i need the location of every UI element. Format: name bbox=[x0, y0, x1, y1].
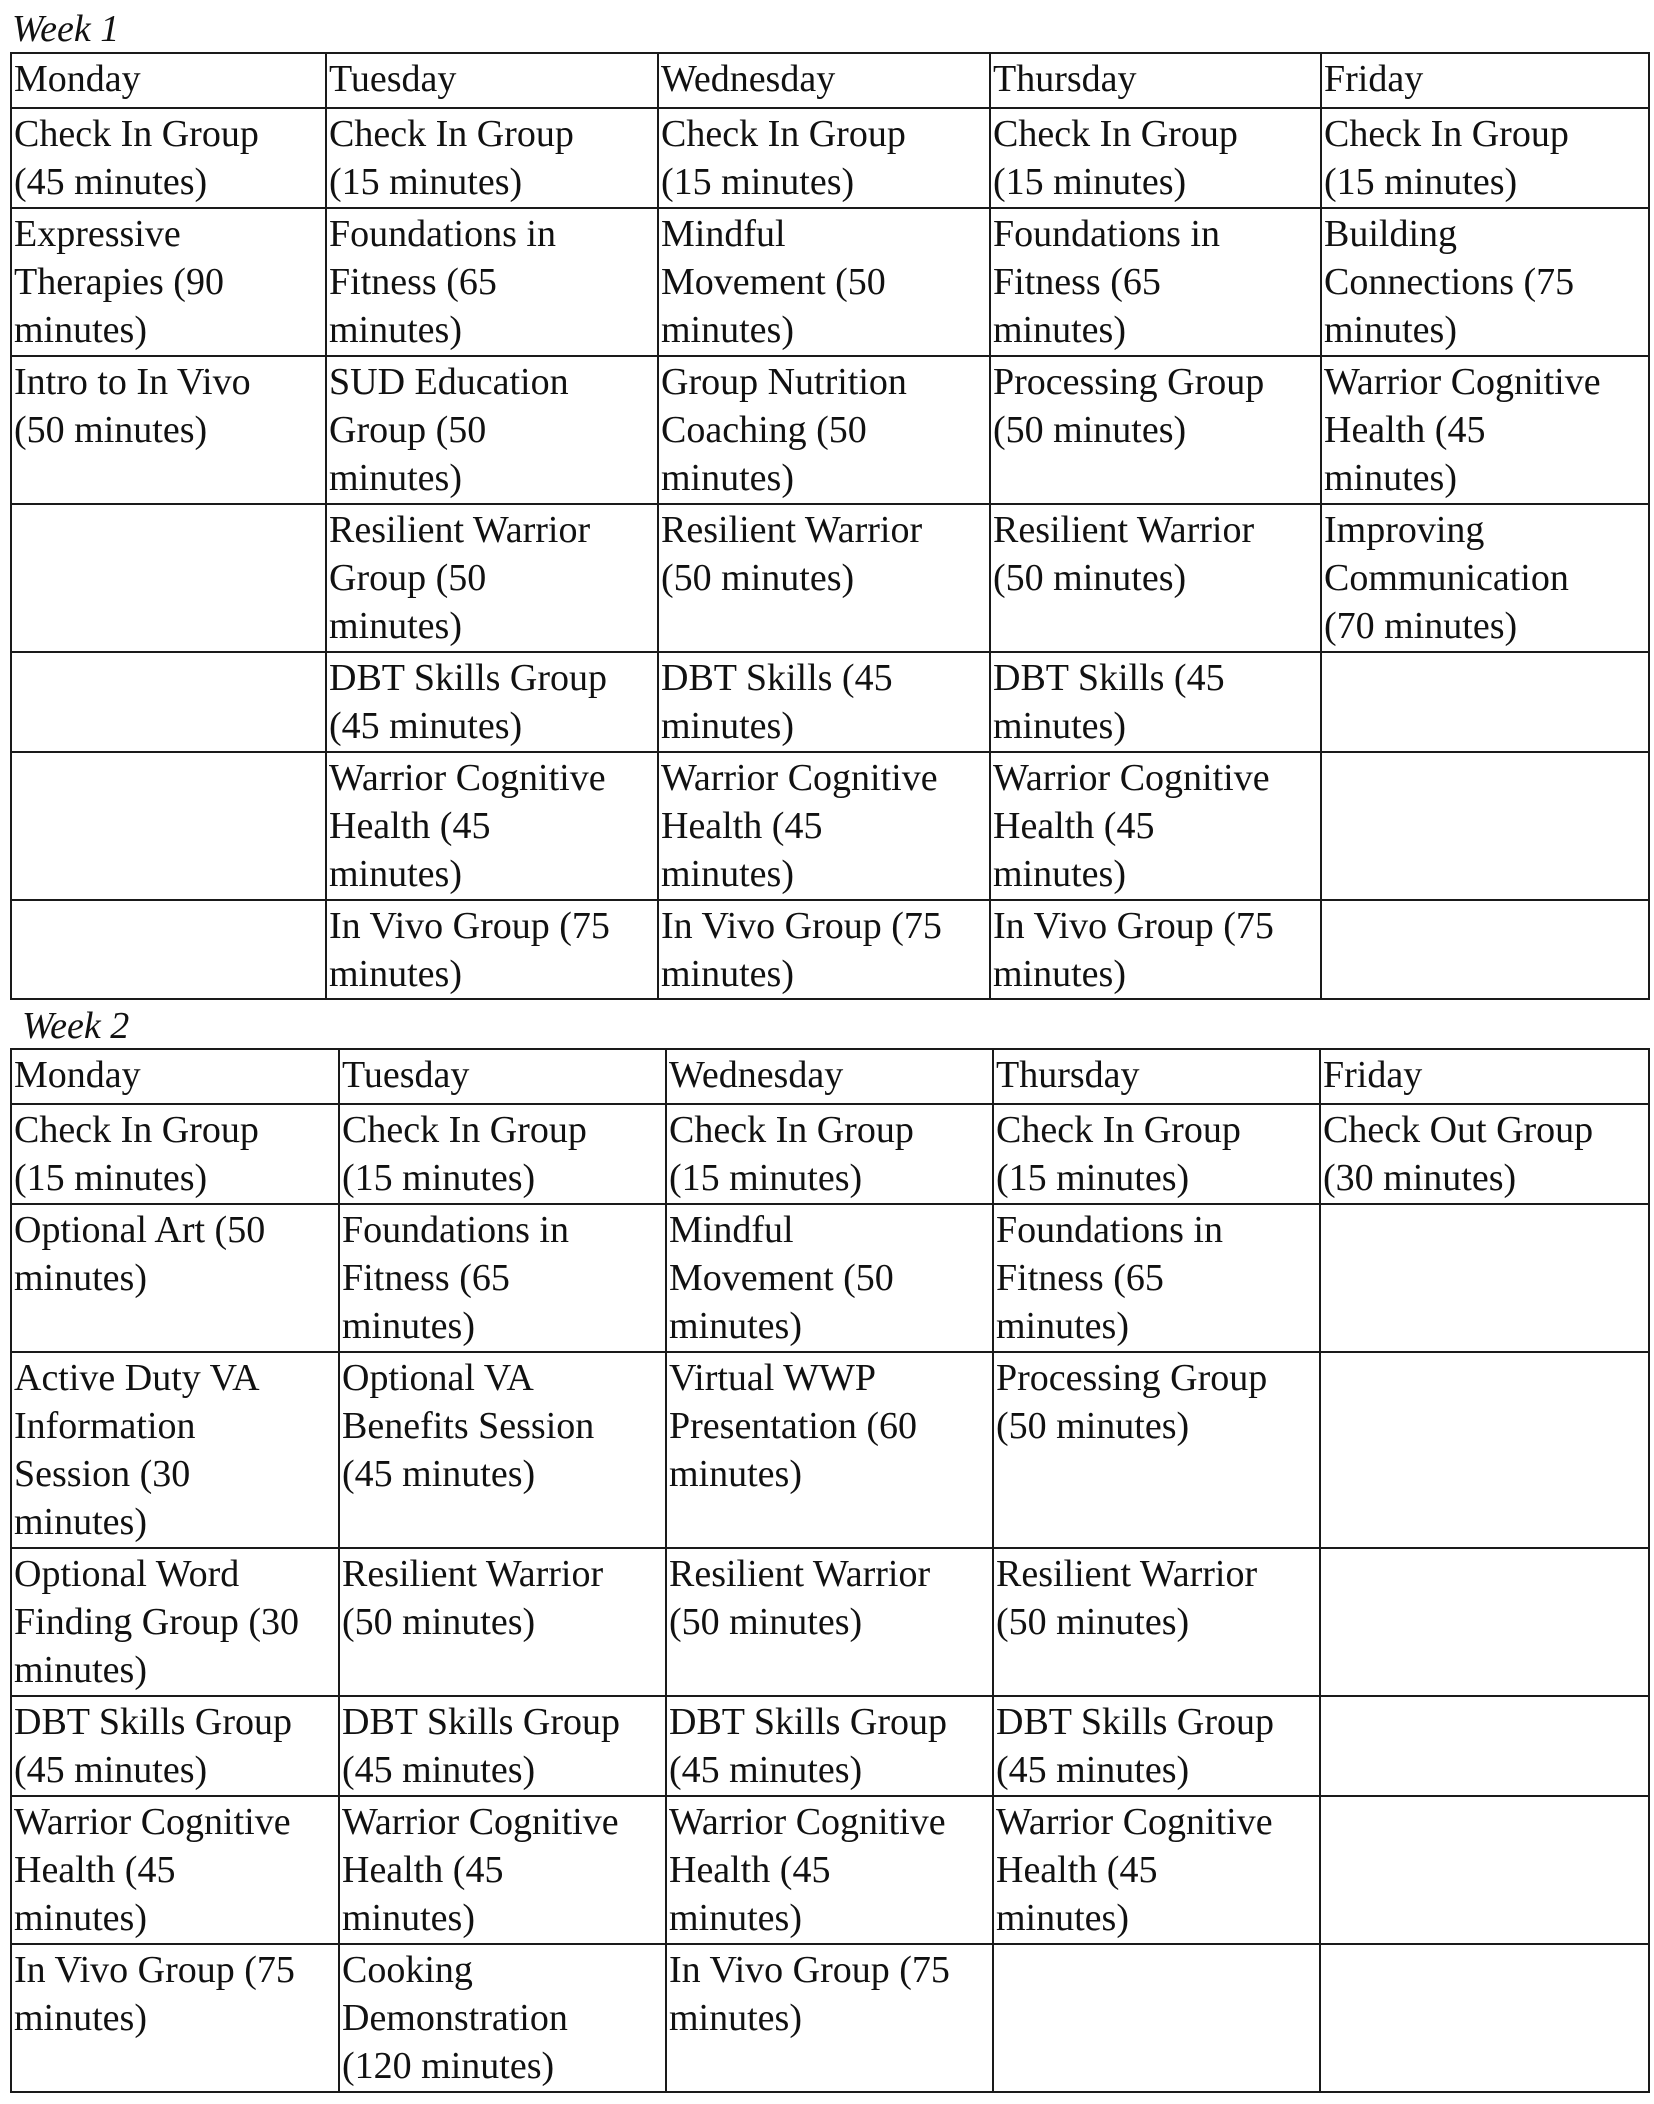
session-cell bbox=[1321, 752, 1649, 900]
session-cell: Warrior Cognitive Health (45 minutes) bbox=[990, 752, 1321, 900]
session-cell: DBT Skills Group (45 minutes) bbox=[326, 652, 658, 752]
session-cell bbox=[11, 900, 326, 999]
session-cell: Mindful Movement (50 minutes) bbox=[658, 208, 990, 356]
session-cell: Check In Group (15 minutes) bbox=[326, 108, 658, 208]
session-cell bbox=[11, 752, 326, 900]
session-cell: Check In Group (15 minutes) bbox=[658, 108, 990, 208]
session-cell: Resilient Warrior (50 minutes) bbox=[990, 504, 1321, 652]
session-cell: Foundations in Fitness (65 minutes) bbox=[339, 1204, 666, 1352]
session-cell: Warrior Cognitive Health (45 minutes) bbox=[339, 1796, 666, 1944]
session-cell: DBT Skills (45 minutes) bbox=[658, 652, 990, 752]
session-cell: Foundations in Fitness (65 minutes) bbox=[990, 208, 1321, 356]
table-row bbox=[11, 1204, 1649, 1352]
week-1-label: Week 1 bbox=[12, 8, 120, 50]
day-header-friday: Friday bbox=[1321, 53, 1649, 108]
session-cell: Check In Group (45 minutes) bbox=[11, 108, 326, 208]
session-cell: Warrior Cognitive Health (45 minutes) bbox=[993, 1796, 1320, 1944]
table-row bbox=[11, 1796, 1649, 1944]
day-header-monday: Monday bbox=[11, 1049, 339, 1104]
day-header-thursday: Thursday bbox=[993, 1049, 1320, 1104]
session-cell: SUD Education Group (50 minutes) bbox=[326, 356, 658, 504]
session-cell: In Vivo Group (75 minutes) bbox=[990, 900, 1321, 999]
session-cell: Optional Art (50 minutes) bbox=[11, 1204, 339, 1352]
table-row bbox=[11, 900, 1649, 999]
session-cell: Expressive Therapies (90 minutes) bbox=[11, 208, 326, 356]
session-cell: Warrior Cognitive Health (45 minutes) bbox=[326, 752, 658, 900]
session-cell: Warrior Cognitive Health (45 minutes) bbox=[1321, 356, 1649, 504]
session-cell: In Vivo Group (75 minutes) bbox=[658, 900, 990, 999]
table-row bbox=[11, 1104, 1649, 1204]
session-cell bbox=[11, 504, 326, 652]
session-cell bbox=[993, 1944, 1320, 2092]
session-cell: Improving Communication (70 minutes) bbox=[1321, 504, 1649, 652]
session-cell bbox=[1320, 1204, 1649, 1352]
session-cell: Check Out Group (30 minutes) bbox=[1320, 1104, 1649, 1204]
session-cell: Mindful Movement (50 minutes) bbox=[666, 1204, 993, 1352]
day-header-tuesday: Tuesday bbox=[339, 1049, 666, 1104]
table-row bbox=[11, 1944, 1649, 2092]
table-row bbox=[11, 1696, 1649, 1796]
table-row bbox=[11, 752, 1649, 900]
session-cell: Warrior Cognitive Health (45 minutes) bbox=[11, 1796, 339, 1944]
session-cell: Virtual WWP Presentation (60 minutes) bbox=[666, 1352, 993, 1548]
session-cell: Resilient Warrior (50 minutes) bbox=[658, 504, 990, 652]
week-2-header-row bbox=[11, 1049, 1649, 1104]
table-row bbox=[11, 208, 1649, 356]
session-cell: Optional VA Benefits Session (45 minutes) bbox=[339, 1352, 666, 1548]
session-cell: In Vivo Group (75 minutes) bbox=[11, 1944, 339, 2092]
session-cell: Foundations in Fitness (65 minutes) bbox=[993, 1204, 1320, 1352]
session-cell: Cooking Demonstration (120 minutes) bbox=[339, 1944, 666, 2092]
session-cell: Check In Group (15 minutes) bbox=[11, 1104, 339, 1204]
session-cell: Resilient Warrior Group (50 minutes) bbox=[326, 504, 658, 652]
table-row bbox=[11, 1548, 1649, 1696]
session-cell: Check In Group (15 minutes) bbox=[990, 108, 1321, 208]
week-1-schedule-table bbox=[10, 52, 1650, 1000]
table-row bbox=[11, 1352, 1649, 1548]
day-header-friday: Friday bbox=[1320, 1049, 1649, 1104]
session-cell: In Vivo Group (75 minutes) bbox=[326, 900, 658, 999]
session-cell: Intro to In Vivo (50 minutes) bbox=[11, 356, 326, 504]
session-cell: Processing Group (50 minutes) bbox=[990, 356, 1321, 504]
day-header-monday: Monday bbox=[11, 53, 326, 108]
session-cell bbox=[1320, 1696, 1649, 1796]
session-cell: Resilient Warrior (50 minutes) bbox=[993, 1548, 1320, 1696]
session-cell: DBT Skills Group (45 minutes) bbox=[993, 1696, 1320, 1796]
week-2-label: Week 2 bbox=[22, 1005, 130, 1047]
session-cell: Check In Group (15 minutes) bbox=[993, 1104, 1320, 1204]
session-cell bbox=[1320, 1548, 1649, 1696]
session-cell: Building Connections (75 minutes) bbox=[1321, 208, 1649, 356]
day-header-tuesday: Tuesday bbox=[326, 53, 658, 108]
session-cell bbox=[1320, 1352, 1649, 1548]
session-cell: Foundations in Fitness (65 minutes) bbox=[326, 208, 658, 356]
session-cell: Warrior Cognitive Health (45 minutes) bbox=[666, 1796, 993, 1944]
session-cell: Check In Group (15 minutes) bbox=[1321, 108, 1649, 208]
session-cell bbox=[11, 652, 326, 752]
session-cell bbox=[1320, 1944, 1649, 2092]
session-cell bbox=[1320, 1796, 1649, 1944]
day-header-thursday: Thursday bbox=[990, 53, 1321, 108]
table-row bbox=[11, 108, 1649, 208]
session-cell: DBT Skills Group (45 minutes) bbox=[11, 1696, 339, 1796]
session-cell: Warrior Cognitive Health (45 minutes) bbox=[658, 752, 990, 900]
session-cell: Check In Group (15 minutes) bbox=[666, 1104, 993, 1204]
session-cell: Group Nutrition Coaching (50 minutes) bbox=[658, 356, 990, 504]
session-cell: Check In Group (15 minutes) bbox=[339, 1104, 666, 1204]
table-row bbox=[11, 504, 1649, 652]
session-cell bbox=[1321, 652, 1649, 752]
session-cell bbox=[1321, 900, 1649, 999]
session-cell: Optional Word Finding Group (30 minutes) bbox=[11, 1548, 339, 1696]
session-cell: Active Duty VA Information Session (30 minutes) bbox=[11, 1352, 339, 1548]
week-1-header-row bbox=[11, 53, 1649, 108]
session-cell: Processing Group (50 minutes) bbox=[993, 1352, 1320, 1548]
table-row bbox=[11, 652, 1649, 752]
session-cell: DBT Skills Group (45 minutes) bbox=[666, 1696, 993, 1796]
session-cell: DBT Skills (45 minutes) bbox=[990, 652, 1321, 752]
session-cell: In Vivo Group (75 minutes) bbox=[666, 1944, 993, 2092]
week-2-schedule-table bbox=[10, 1048, 1650, 2093]
day-header-wednesday: Wednesday bbox=[666, 1049, 993, 1104]
session-cell: Resilient Warrior (50 minutes) bbox=[666, 1548, 993, 1696]
session-cell: DBT Skills Group (45 minutes) bbox=[339, 1696, 666, 1796]
session-cell: Resilient Warrior (50 minutes) bbox=[339, 1548, 666, 1696]
day-header-wednesday: Wednesday bbox=[658, 53, 990, 108]
table-row bbox=[11, 356, 1649, 504]
